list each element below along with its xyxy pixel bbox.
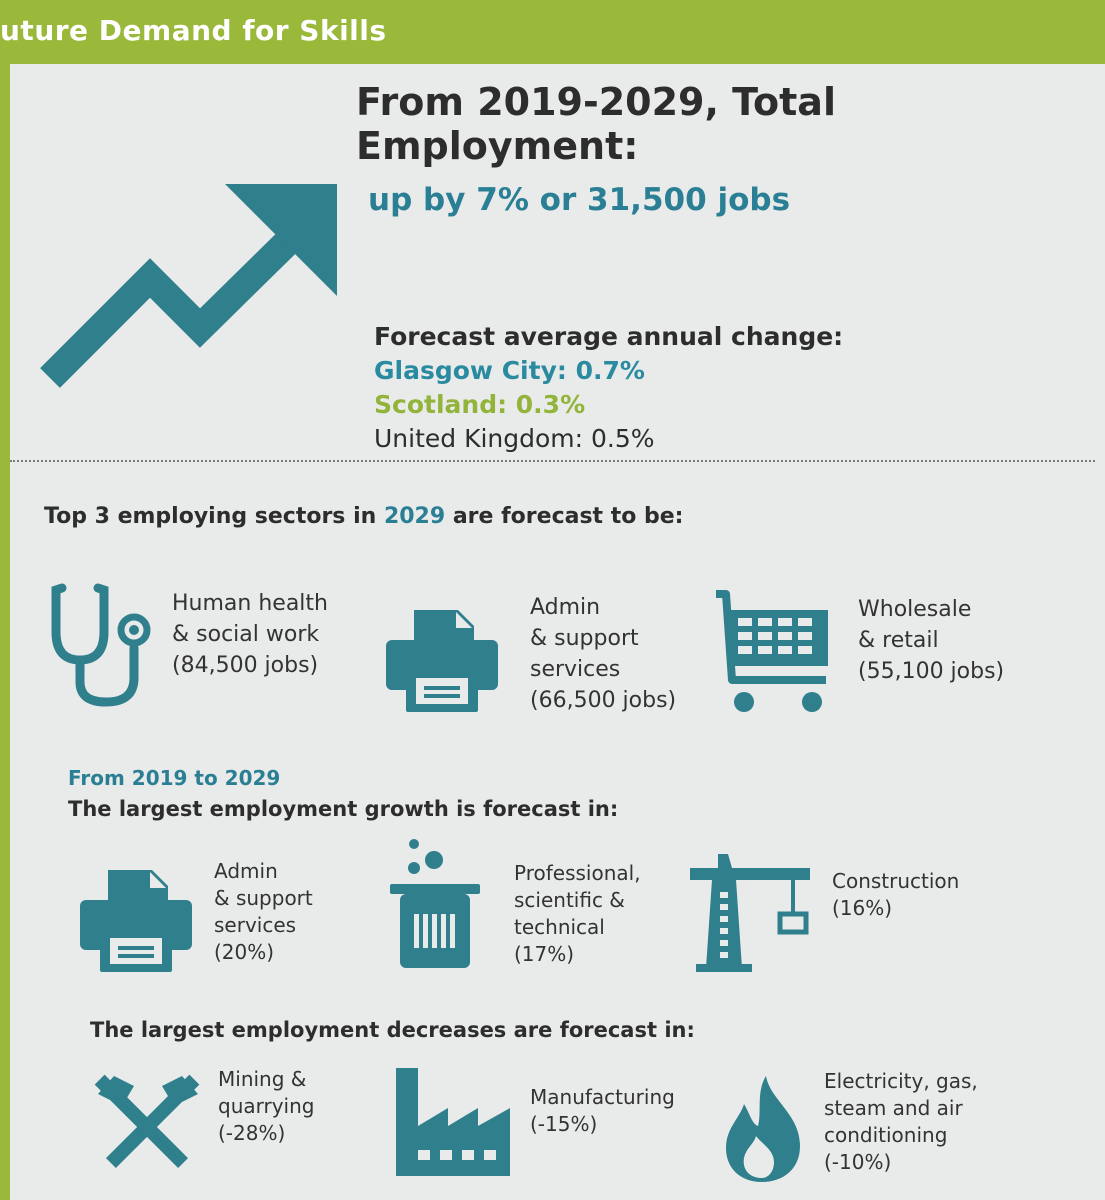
growth-item-2-line-2: scientific &	[514, 888, 625, 912]
growth-item-3	[832, 868, 959, 922]
beaker-icon	[386, 838, 486, 972]
forecast-uk: United Kingdom: 0.5%	[374, 424, 655, 453]
growth-item-2-line-3: technical	[514, 915, 605, 939]
top-sector-2-line-2: & support	[530, 626, 639, 651]
top-sector-2-line-4: (66,500 jobs)	[530, 688, 677, 713]
decrease-item-1-line-2: quarrying	[218, 1094, 315, 1118]
top-sector-1	[172, 588, 328, 681]
top-sector-1-line-2: & social work	[172, 622, 320, 647]
growth-item-3-line-2: (16%)	[832, 896, 893, 920]
decrease-item-3	[824, 1068, 978, 1176]
growth-item-2	[514, 860, 641, 968]
page-title: uture Demand for Skills	[0, 14, 387, 47]
top-sectors-heading-pre: Top 3 employing sectors in	[44, 504, 384, 529]
top-sector-3-line-1: Wholesale	[858, 597, 972, 622]
stethoscope-icon	[48, 582, 158, 712]
hammers-icon	[92, 1072, 204, 1180]
growth-item-2-line-1: Professional,	[514, 861, 641, 885]
printer-icon	[78, 866, 194, 974]
top-sector-3-line-3: (55,100 jobs)	[858, 659, 1005, 684]
top-sector-1-line-3: (84,500 jobs)	[172, 653, 319, 678]
decrease-item-3-line-1: Electricity, gas,	[824, 1069, 978, 1093]
top-sector-3-line-2: & retail	[858, 628, 939, 653]
decrease-item-3-line-4: (-10%)	[824, 1150, 892, 1174]
increase-summary: up by 7% or 31,500 jobs	[368, 182, 791, 218]
top-sector-2-line-1: Admin	[530, 595, 601, 620]
growth-period: From 2019 to 2029	[68, 766, 281, 790]
trend-arrow-icon	[30, 150, 350, 400]
top-sectors-heading-post: are forecast to be:	[445, 504, 684, 529]
decrease-item-3-line-3: conditioning	[824, 1123, 948, 1147]
growth-item-1-line-3: services	[214, 913, 297, 937]
decrease-item-1-line-1: Mining &	[218, 1067, 307, 1091]
forecast-block	[374, 320, 843, 456]
growth-item-3-line-1: Construction	[832, 869, 960, 893]
top-sectors-heading	[44, 504, 683, 529]
decrease-item-2-line-1: Manufacturing	[530, 1085, 675, 1109]
decrease-heading: The largest employment decreases are forecast in:	[90, 1018, 695, 1042]
header-bar	[0, 0, 1105, 64]
factory-icon	[392, 1066, 514, 1178]
growth-item-1-line-4: (20%)	[214, 940, 275, 964]
forecast-scotland: Scotland: 0.3%	[374, 390, 586, 419]
top-sector-3	[858, 594, 1004, 687]
decrease-item-1-line-3: (-28%)	[218, 1121, 286, 1145]
forecast-glasgow: Glasgow City: 0.7%	[374, 356, 645, 385]
top-sectors-heading-year: 2029	[383, 504, 446, 529]
left-accent-rule	[0, 64, 10, 1200]
dotted-divider	[10, 460, 1095, 462]
printer-icon	[384, 606, 500, 714]
headline: From 2019-2029, Total Employment:	[356, 80, 836, 168]
growth-heading: The largest employment growth is forecast in:	[68, 797, 619, 821]
flame-icon	[722, 1074, 804, 1184]
growth-item-1-line-1: Admin	[214, 859, 278, 883]
growth-item-2-line-4: (17%)	[514, 942, 575, 966]
top-sector-2-line-3: services	[530, 657, 621, 682]
growth-item-1-line-2: & support	[214, 886, 313, 910]
shopping-cart-icon	[712, 588, 836, 716]
forecast-title: Forecast average annual change:	[374, 322, 844, 351]
decrease-item-1	[218, 1066, 314, 1147]
decrease-item-2-line-2: (-15%)	[530, 1112, 598, 1136]
decrease-item-3-line-2: steam and air	[824, 1096, 963, 1120]
top-sector-1-line-1: Human health	[172, 591, 328, 616]
crane-icon	[688, 852, 818, 972]
growth-item-1	[214, 858, 313, 966]
decrease-item-2	[530, 1084, 675, 1138]
top-sector-2	[530, 592, 676, 716]
